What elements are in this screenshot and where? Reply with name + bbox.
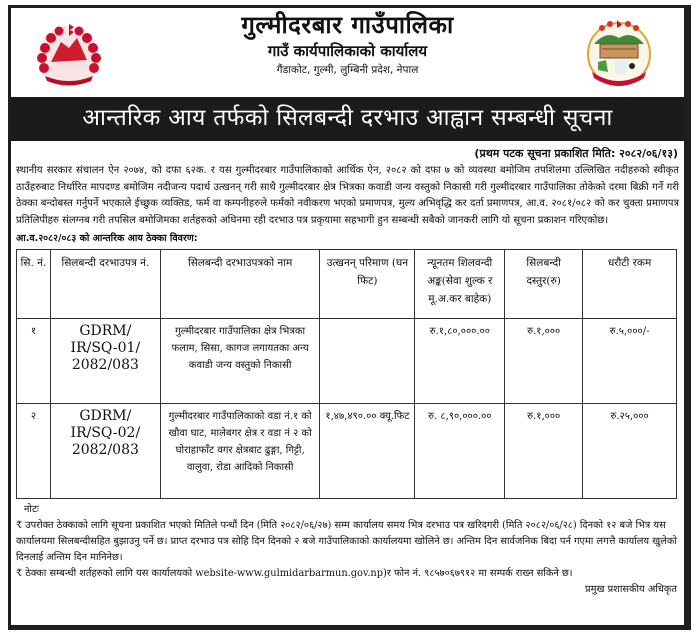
col-header-sn: सि. नं. <box>17 250 51 319</box>
cell-bid-number: GDRM/ IR/SQ-01/ 2082/083 <box>50 319 160 404</box>
notice-banner: आन्तरिक आय तर्फको सिलबन्दी दरभाउ आह्वान सम्बन्धी सूचना <box>11 97 684 141</box>
cell-deposit: रु.२५,००० <box>583 404 677 499</box>
col-header-min-bid: न्यूनतम शिलवन्दी अङ्क(सेवा शुल्क र मू.अ.कर बाहेक) <box>415 250 505 319</box>
office-address: गैंडाकोट, गुल्मी, लुम्बिनी प्रदेश, नेपाल <box>276 64 419 76</box>
note-text: ठेक्का सम्बन्धी शर्तहरुको लागि यस कार्यालयको website-www.gulmidarbarmun.gov.np)र फोन नं. ९८५७०६७९१२ मा सम्पर्क राख्न सकिने छ। <box>25 568 573 579</box>
col-header-bid-number: सिलबन्दी दरभाउपत्र नं. <box>50 250 160 319</box>
table-row <box>17 319 677 404</box>
cell-quantity: १,४७,४९०.०० क्यू.फिट <box>320 404 415 499</box>
notice-header <box>11 8 684 94</box>
col-header-bid-name: सिलबन्दी दरभाउपत्रको नाम <box>160 250 320 319</box>
cell-sn: २ <box>17 404 51 499</box>
bullet-icon: ₹ <box>16 568 23 579</box>
cell-fee: रु.१,००० <box>505 319 583 404</box>
cell-bid-name: गुल्मीदरबार गाउँपालिका क्षेत्र भित्रका फलाम, सिसा, कागज लगायतका अन्य कवाडी जन्य वस्तुको निकासी <box>160 319 320 404</box>
note-item <box>16 518 679 566</box>
cell-fee: रु.१,००० <box>505 404 583 499</box>
bullet-icon: ₹ <box>16 520 23 531</box>
col-header-deposit: धरौटी रकम <box>583 250 677 319</box>
municipality-name: गुल्मीदरबार गाउँपालिका <box>241 10 454 39</box>
publication-date: (प्रथम पटक सूचना प्रकाशित मिति: २०८२/०६/१३) <box>474 147 678 160</box>
cell-bid-number: GDRM/ IR/SQ-02/ 2082/083 <box>50 404 160 499</box>
cell-deposit: रु.५,०००/- <box>583 319 677 404</box>
office-name: गाउँ कार्यपालिकाको कार्यालय <box>267 42 428 60</box>
cell-sn: १ <box>17 319 51 404</box>
notes-section <box>11 499 684 598</box>
cell-min-bid: रु. ८,९०,०००.०० <box>415 404 505 499</box>
municipality-logo-icon <box>584 16 654 90</box>
intro-paragraph: स्थानीय सरकार संचालन ऐन २०७४, को दफा ६२क. र यस गुल्मीदरबार गाउँपालिकाको आर्थिक ऐन, २०८२ को दफा ७ को व्यवस्था बमोजिम तपशिलमा उल्लिखित नदीहरुको स्वीकृत ठाउँहरुबाट निर्धारित मापदण्ड बमोजिम नदीजन्य पदार्थ उत्खनन् गरी साथै गुल्मीदरबार क्षेत्र भित्रका कवाडी जन्य वस्तुको निकासी गरी गुल्मीदरबार गाउँपालिका तोकेको दरमा बिक्री गर्ने गरी ठेक्का बन्दोबस्त गर्नुपर्ने भएकाले ईच्छुक व्यक्तिड, फर्म वा कम्पनीहरुले फर्मको नवीकरण भएको प्रमाणपत्र, मुल्य अभिवृद्धि कर दर्ता प्रमाणपत्र, आ.व. २०८१/०८२ को कर चुक्ता प्रमाणपत्र प्रतिलिपीहरु संलग्नब गरी तपसिल बमोजिमका शर्तहरुको अधिनमा रही दरभाउ पत्र प्रकृयामा सहभागी हुन सम्बन्धी सबैको जानकरी लागि यो सूचना प्रकाशन गरिएकोछ। <box>16 165 679 226</box>
signoff: प्रमुख प्रशासकीय अधिकृत <box>585 584 677 595</box>
notice-page <box>8 5 691 630</box>
cell-min-bid: रु.१,८०,०००.०० <box>415 319 505 404</box>
notes-heading: नोटः <box>24 504 39 515</box>
note-text: उपरोक्त ठेक्काको लागि सूचना प्रकाशित भएको मितिले पन्धौं दिन (मिति २०८२/०६/२७) सम्म कार्यालय समय भित्र दरभाउ पत्र खरिदगरी (मिति २०८२/०६/२८) दिनको १२ बजे भित्र यस कार्यालयमा सिलबन्दीसहित बुझाउनु पर्ने छ। प्राप्त दरभाउ पत्र सोहि दिन दिनको २ बजे गाउँपालिकाको कार्यालयमा खोलिने छ। अन्तिम दिन सार्वजनिक बिदा पर्न गएमा लगत्तै कार्यालय खुलेको दिनलाई अन्तिम दिन मानिनेछ। <box>16 520 677 563</box>
nepal-emblem-icon <box>33 18 105 90</box>
col-header-quantity: उत्खनन् परिमाण (घन फिट) <box>320 250 415 319</box>
bid-table <box>16 249 677 499</box>
col-header-fee: सिलबन्दी दस्तुर(रु) <box>505 250 583 319</box>
table-row <box>17 404 677 499</box>
note-item <box>16 566 679 582</box>
table-header-row <box>17 250 677 319</box>
cell-quantity <box>320 319 415 404</box>
cell-bid-name: गुल्मीदरबार गाउँपालिकाको वडा नं.१ को खौवा घाट, मालेबगर क्षेत्र र वडा नं २ को घोराहाफाँट वगर क्षेत्रबाट ढुङ्गा, गिट्टी, वालुवा, रोडा आदिको निकासी <box>160 404 320 499</box>
table-caption: आ.व.२०८२/०८३ को आन्तरिक आय ठेक्का विवरण: <box>16 233 198 244</box>
